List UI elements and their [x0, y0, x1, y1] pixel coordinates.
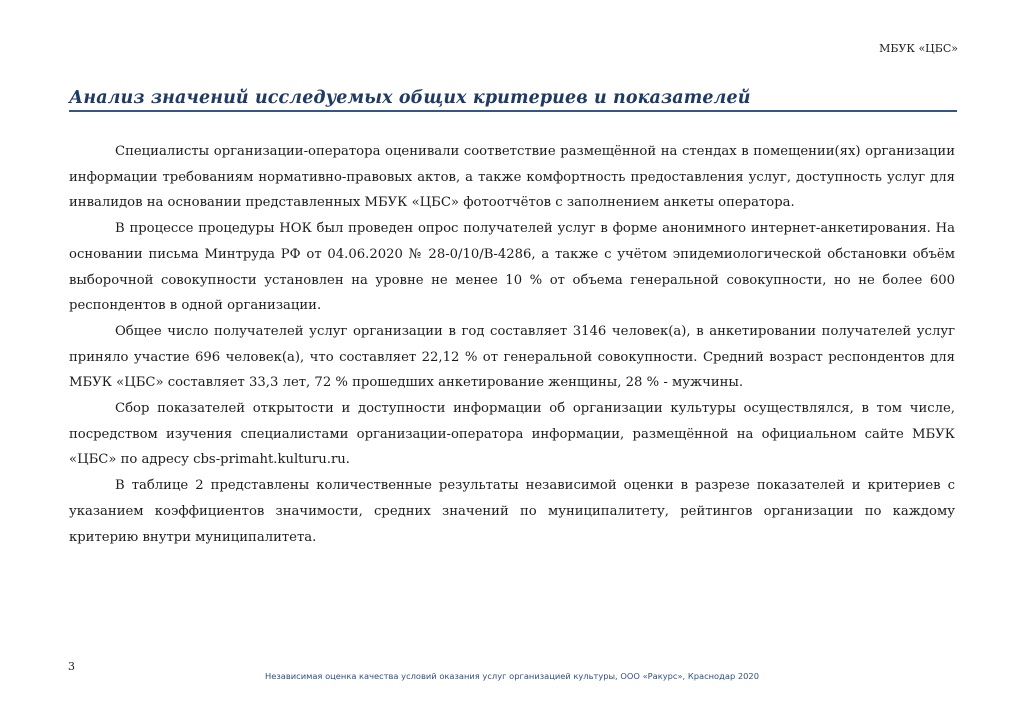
paragraph-survey-procedure: В процессе процедуры НОК был проведен опрос получателей услуг в форме анонимного интернет-анкетирования. На основании письма Минтруда РФ от 04.06.2020 № 28-0/10/В-4286, а также с учётом эпидемиологической обстановки объём выборочной совокупности установлен на уровне не менее 10 % от объема генеральной совокупности, но не более 600 респондентов в одной организации. [69, 221, 955, 314]
body-text [69, 139, 955, 550]
paragraph-respondent-stats: Общее число получателей услуг организации в год составляет 3146 человек(а), в анкетировании получателей услуг приняло участие 696 человек(а), что составляет 22,12 % от генеральной совокупности. Средний возраст респондентов для МБУК «ЦБС» составляет 33,3 лет, 72 % прошедших анкетирование женщины, 28 % - мужчины. [69, 323, 955, 391]
footer-text: Независимая оценка качества условий оказания услуг организацией культуры, ООО «Ракурс», Краснодар 2020 [265, 671, 759, 681]
section-title: Анализ значений исследуемых общих критериев и показателей [69, 88, 957, 112]
paragraph-operator-assessment: Специалисты организации-оператора оценивали соответствие размещённой на стендах в помещении(ях) организации информации требованиям нормативно-правовых актов, а также комфортность предоставления услуг, доступность услуг для инвалидов на основании представленных МБУК «ЦБС» фотоотчётов с заполнением анкеты оператора. [69, 144, 955, 211]
paragraph-information-collection: Сбор показателей открытости и доступности информации об организации культуры осуществлялся, в том числе, посредством изучения специалистами организации-оператора информации, размещённой на официальном сайте МБУК «ЦБС» по адресу cbs-primaht.kulturu.ru. [69, 401, 955, 468]
header-organization: МБУК «ЦБС» [879, 42, 958, 55]
paragraph-table-reference: В таблице 2 представлены количественные результаты независимой оценки в разрезе показателей и критериев с указанием коэффициентов значимости, средних значений по муниципалитету, рейтингов организации по каждому критерию внутри муниципалитета. [69, 478, 955, 545]
page-number: 3 [68, 660, 75, 673]
